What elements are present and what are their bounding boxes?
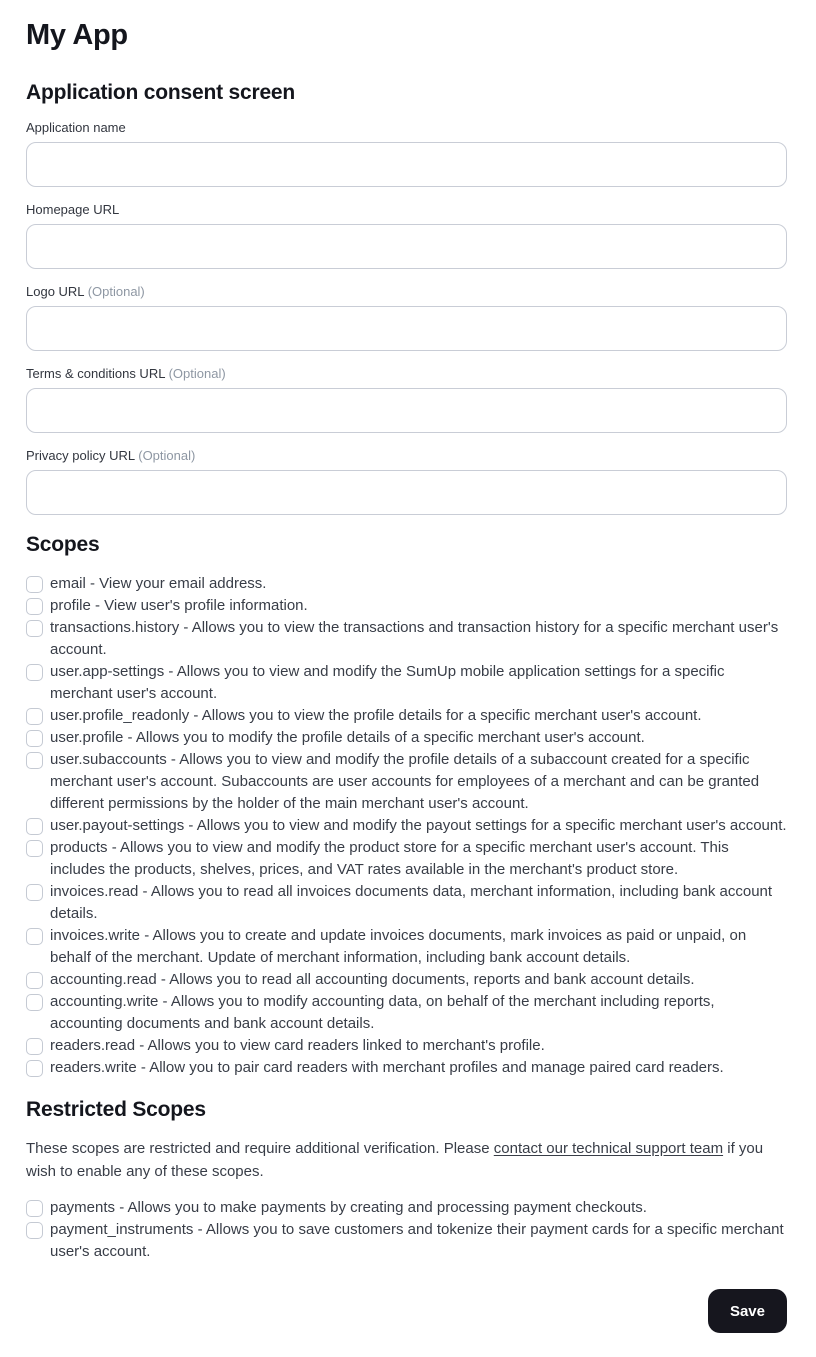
scope-item[interactable] <box>26 573 787 595</box>
field-optional-hint: (Optional) <box>138 447 196 463</box>
scope-checkbox[interactable] <box>26 884 43 901</box>
form-field <box>26 366 787 433</box>
scope-checkbox[interactable] <box>26 818 43 835</box>
scope-label: payments - Allows you to make payments by creating and processing payment checkouts. <box>50 1199 647 1217</box>
scope-checkbox[interactable] <box>26 620 43 637</box>
field-label-text: Homepage URL <box>26 201 120 217</box>
scope-checkbox[interactable] <box>26 840 43 857</box>
field-label-text: Terms & conditions URL <box>26 365 165 381</box>
field-label <box>26 366 787 382</box>
text-input[interactable] <box>26 306 787 351</box>
form-field <box>26 284 787 351</box>
scope-item[interactable] <box>26 1057 787 1079</box>
field-optional-hint: (Optional) <box>168 365 226 381</box>
scope-checkbox[interactable] <box>26 708 43 725</box>
text-input[interactable] <box>26 224 787 269</box>
scope-label: accounting.write - Allows you to modify accounting data, on behalf of the merchant including reports, accounting documents and bank account details. <box>50 993 715 1033</box>
scope-checkbox[interactable] <box>26 1222 43 1239</box>
field-label <box>26 448 787 464</box>
text-input[interactable] <box>26 142 787 187</box>
scope-checkbox[interactable] <box>26 730 43 747</box>
text-input[interactable] <box>26 388 787 433</box>
consent-screen-heading: Application consent screen <box>26 80 296 104</box>
scope-label: payment_instruments - Allows you to save customers and tokenize their payment cards for a specific merchant user's account. <box>50 1221 784 1261</box>
scope-item[interactable] <box>26 969 787 991</box>
scope-checkbox[interactable] <box>26 928 43 945</box>
restricted-scopes-heading: Restricted Scopes <box>26 1098 206 1122</box>
scope-item[interactable] <box>26 991 787 1035</box>
scope-item[interactable] <box>26 881 787 925</box>
form-field <box>26 202 787 269</box>
scope-checkbox[interactable] <box>26 598 43 615</box>
scope-item[interactable] <box>26 595 787 617</box>
scopes-list <box>26 573 787 1079</box>
scope-label: user.profile - Allows you to modify the profile details of a specific merchant user's account. <box>50 729 645 747</box>
scope-label: profile - View user's profile information. <box>50 597 308 615</box>
scope-label: user.payout-settings - Allows you to view and modify the payout settings for a specific merchant user's account. <box>50 817 787 835</box>
scope-label: readers.read - Allows you to view card readers linked to merchant's profile. <box>50 1037 545 1055</box>
field-label-text: Logo URL <box>26 283 85 299</box>
field-label <box>26 202 787 218</box>
field-label-text: Application name <box>26 119 126 135</box>
restricted-description-before: These scopes are restricted and require additional verification. Please <box>26 1140 494 1158</box>
scope-item[interactable] <box>26 1035 787 1057</box>
field-label <box>26 284 787 300</box>
scope-item[interactable] <box>26 815 787 837</box>
save-button[interactable]: Save <box>708 1289 787 1333</box>
scope-label: transactions.history - Allows you to view the transactions and transaction history for a specific merchant user's account. <box>50 619 779 659</box>
scope-checkbox[interactable] <box>26 972 43 989</box>
scope-checkbox[interactable] <box>26 576 43 593</box>
field-optional-hint: (Optional) <box>87 283 145 299</box>
scope-item[interactable] <box>26 749 787 815</box>
scope-item[interactable] <box>26 837 787 881</box>
scope-label: accounting.read - Allows you to read all accounting documents, reports and bank account details. <box>50 971 695 989</box>
field-label-text: Privacy policy URL <box>26 447 135 463</box>
scope-item[interactable] <box>26 661 787 705</box>
scope-label: readers.write - Allow you to pair card readers with merchant profiles and manage paired card readers. <box>50 1059 724 1077</box>
scope-item[interactable] <box>26 705 787 727</box>
scope-item[interactable] <box>26 1219 787 1263</box>
scope-checkbox[interactable] <box>26 1060 43 1077</box>
page-title: My App <box>26 19 128 51</box>
scope-item[interactable] <box>26 727 787 749</box>
scope-label: invoices.read - Allows you to read all invoices documents data, merchant information, including bank account details. <box>50 883 773 923</box>
scope-item[interactable] <box>26 617 787 661</box>
restricted-scopes-description <box>26 1137 771 1183</box>
form-actions <box>26 1289 787 1333</box>
scope-item[interactable] <box>26 1197 787 1219</box>
scope-checkbox[interactable] <box>26 1200 43 1217</box>
scope-label: invoices.write - Allows you to create and update invoices documents, mark invoices as paid or unpaid, on behalf of the merchant. Update of merchant information, including bank account details. <box>50 927 747 967</box>
scope-label: email - View your email address. <box>50 575 267 593</box>
restricted-scopes-list <box>26 1197 787 1263</box>
scope-checkbox[interactable] <box>26 752 43 769</box>
text-input[interactable] <box>26 470 787 515</box>
form-field <box>26 120 787 187</box>
scope-item[interactable] <box>26 925 787 969</box>
scope-label: user.subaccounts - Allows you to view and modify the profile details of a subaccount created for a specific merchant user's account. Subaccounts are user accounts for employees of a merchant and can be granted different permissions by the holder of the main merchant user's account. <box>50 751 760 813</box>
scope-label: user.app-settings - Allows you to view and modify the SumUp mobile application settings for a specific merchant user's account. <box>50 663 725 703</box>
restricted-description-after: if you wish to enable any of these scopes. <box>26 1140 764 1181</box>
support-link[interactable]: contact our technical support team <box>493 1140 724 1158</box>
scope-checkbox[interactable] <box>26 994 43 1011</box>
scope-label: user.profile_readonly - Allows you to view the profile details for a specific merchant user's account. <box>50 707 702 725</box>
scope-checkbox[interactable] <box>26 664 43 681</box>
scope-label: products - Allows you to view and modify the product store for a specific merchant user's account. This includes the products, shelves, prices, and VAT rates available in the merchant's product store. <box>50 839 729 879</box>
form-field <box>26 448 787 515</box>
scope-checkbox[interactable] <box>26 1038 43 1055</box>
scopes-heading: Scopes <box>26 532 100 556</box>
field-label <box>26 120 787 136</box>
consent-form <box>26 120 787 515</box>
